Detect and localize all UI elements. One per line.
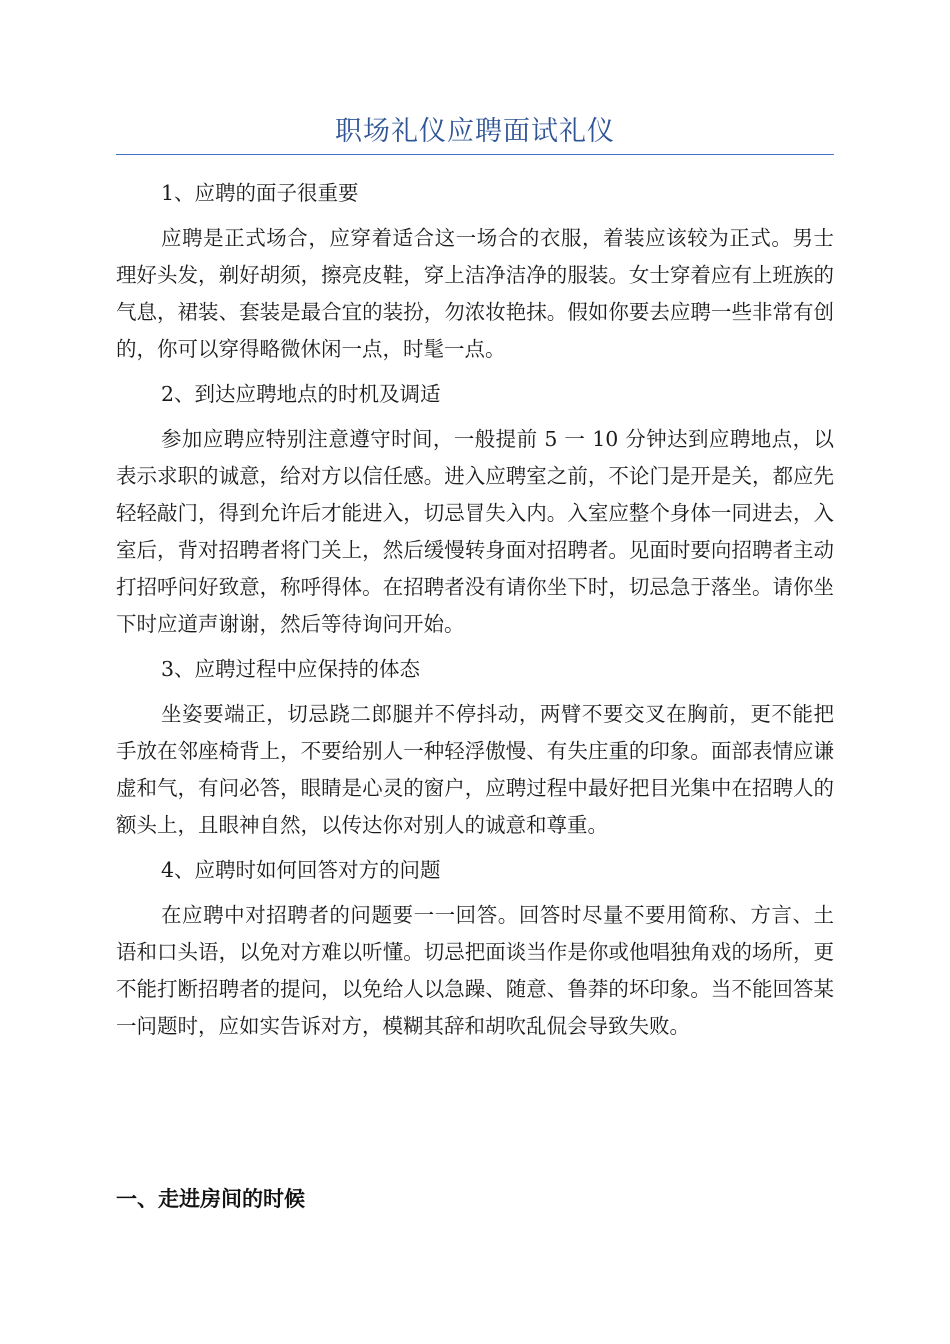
document-body xyxy=(116,175,834,1053)
section-heading-3: 3、应聘过程中应保持的体态 xyxy=(161,657,421,681)
title-underline xyxy=(116,154,834,155)
document-title: 职场礼仪应聘面试礼仪 xyxy=(335,116,615,147)
bold-section-heading: 一、走进房间的时候 xyxy=(116,1187,305,1211)
section-heading-1: 1、应聘的面子很重要 xyxy=(161,181,359,205)
section-heading-2: 2、到达应聘地点的时机及调适 xyxy=(161,382,441,406)
section-paragraph-1: 应聘是正式场合，应穿着适合这一场合的衣服，着装应该较为正式。男士理好头发，剃好胡须，擦亮皮鞋，穿上洁净洁净的服装。女士穿着应有上班族的气息，裙装、套装是最合宜的装扮，勿浓妆艳抹。假如你要去应聘一些非常有创的，你可以穿得略微休闲一点，时髦一点。 xyxy=(116,226,834,361)
section-paragraph-3: 坐姿要端正，切忌跷二郎腿并不停抖动，两臂不要交叉在胸前，更不能把手放在邻座椅背上，不要给别人一种轻浮傲慢、有失庄重的印象。面部表情应谦虚和气，有问必答，眼睛是心灵的窗户，应聘过程中最好把目光集中在招聘人的额头上，且眼神自然，以传达你对别人的诚意和尊重。 xyxy=(116,702,834,837)
section-paragraph-4: 在应聘中对招聘者的问题要一一回答。回答时尽量不要用简称、方言、土语和口头语，以免对方难以听懂。切忌把面谈当作是你或他唱独角戏的场所，更不能打断招聘者的提问，以免给人以急躁、随意、鲁莽的坏印象。当不能回答某一问题时，应如实告诉对方，模糊其辞和胡吹乱侃会导致失败。 xyxy=(116,903,834,1038)
section-paragraph-2: 参加应聘应特别注意遵守时间，一般提前 5 一 10 分钟达到应聘地点，以表示求职的诚意，给对方以信任感。进入应聘室之前，不论门是开是关，都应先轻轻敲门，得到允许后才能进入，切忌冒失入内。入室应整个身体一同进去，入室后，背对招聘者将门关上，然后缓慢转身面对招聘者。见面时要向招聘者主动打招呼问好致意，称呼得体。在招聘者没有请你坐下时，切忌急于落坐。请你坐下时应道声谢谢，然后等待询问开始。 xyxy=(116,427,834,636)
section-heading-4: 4、应聘时如何回答对方的问题 xyxy=(161,858,441,882)
